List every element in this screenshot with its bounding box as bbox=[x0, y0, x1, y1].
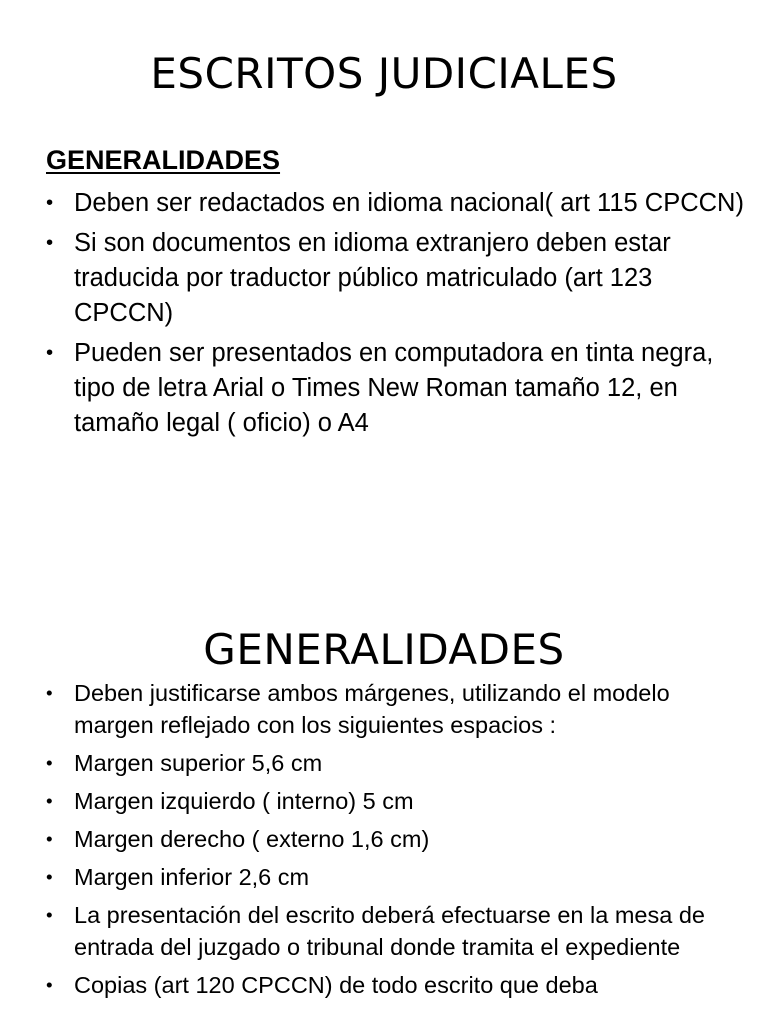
bullet-icon: • bbox=[46, 790, 53, 811]
list-item bbox=[44, 969, 744, 1001]
bullet-icon: • bbox=[46, 752, 53, 773]
bullet-icon: • bbox=[46, 904, 53, 925]
list-item-text: Margen inferior 2,6 cm bbox=[74, 864, 310, 890]
bullet-list bbox=[44, 677, 744, 1007]
list-item bbox=[44, 186, 744, 221]
bullet-icon: • bbox=[46, 232, 54, 254]
list-item bbox=[44, 785, 744, 817]
bullet-list bbox=[44, 186, 744, 446]
bullet-icon: • bbox=[46, 828, 53, 849]
list-item-text: Si son documentos en idioma extranjero deben estar traducida por traductor público matriculado (art 123 CPCCN) bbox=[74, 229, 671, 327]
bullet-icon: • bbox=[46, 342, 54, 364]
list-item-text: Margen izquierdo ( interno) 5 cm bbox=[74, 788, 414, 814]
list-item bbox=[44, 226, 744, 331]
bullet-icon: • bbox=[46, 974, 53, 995]
bullet-icon: • bbox=[46, 866, 53, 887]
slide-generalidades bbox=[0, 600, 768, 1024]
list-item-text: Copias (art 120 CPCCN) de todo escrito que deba bbox=[74, 972, 598, 998]
list-item bbox=[44, 336, 744, 441]
list-item bbox=[44, 861, 744, 893]
slide-title: GENERALIDADES bbox=[203, 625, 565, 674]
list-item-text: Deben justificarse ambos márgenes, utilizando el modelo margen reflejado con los siguientes espacios : bbox=[74, 680, 670, 738]
list-item-text: Margen derecho ( externo 1,6 cm) bbox=[74, 826, 430, 852]
list-item bbox=[44, 823, 744, 855]
list-item bbox=[44, 747, 744, 779]
list-item-text: Deben ser redactados en idioma nacional( art 115 CPCCN) bbox=[74, 189, 744, 217]
list-item bbox=[44, 677, 744, 741]
list-item-text: Margen superior 5,6 cm bbox=[74, 750, 323, 776]
slide-title: ESCRITOS JUDICIALES bbox=[150, 49, 618, 98]
bullet-icon: • bbox=[46, 192, 54, 214]
list-item-text: Pueden ser presentados en computadora en tinta negra, tipo de letra Arial o Times New Roman tamaño 12, en tamaño legal ( oficio) o A4 bbox=[74, 339, 714, 437]
list-item bbox=[44, 899, 744, 963]
list-item-text: La presentación del escrito deberá efectuarse en la mesa de entrada del juzgado o tribunal donde tramita el expediente bbox=[74, 902, 705, 960]
bullet-icon: • bbox=[46, 682, 53, 703]
section-heading: GENERALIDADES bbox=[46, 145, 281, 175]
